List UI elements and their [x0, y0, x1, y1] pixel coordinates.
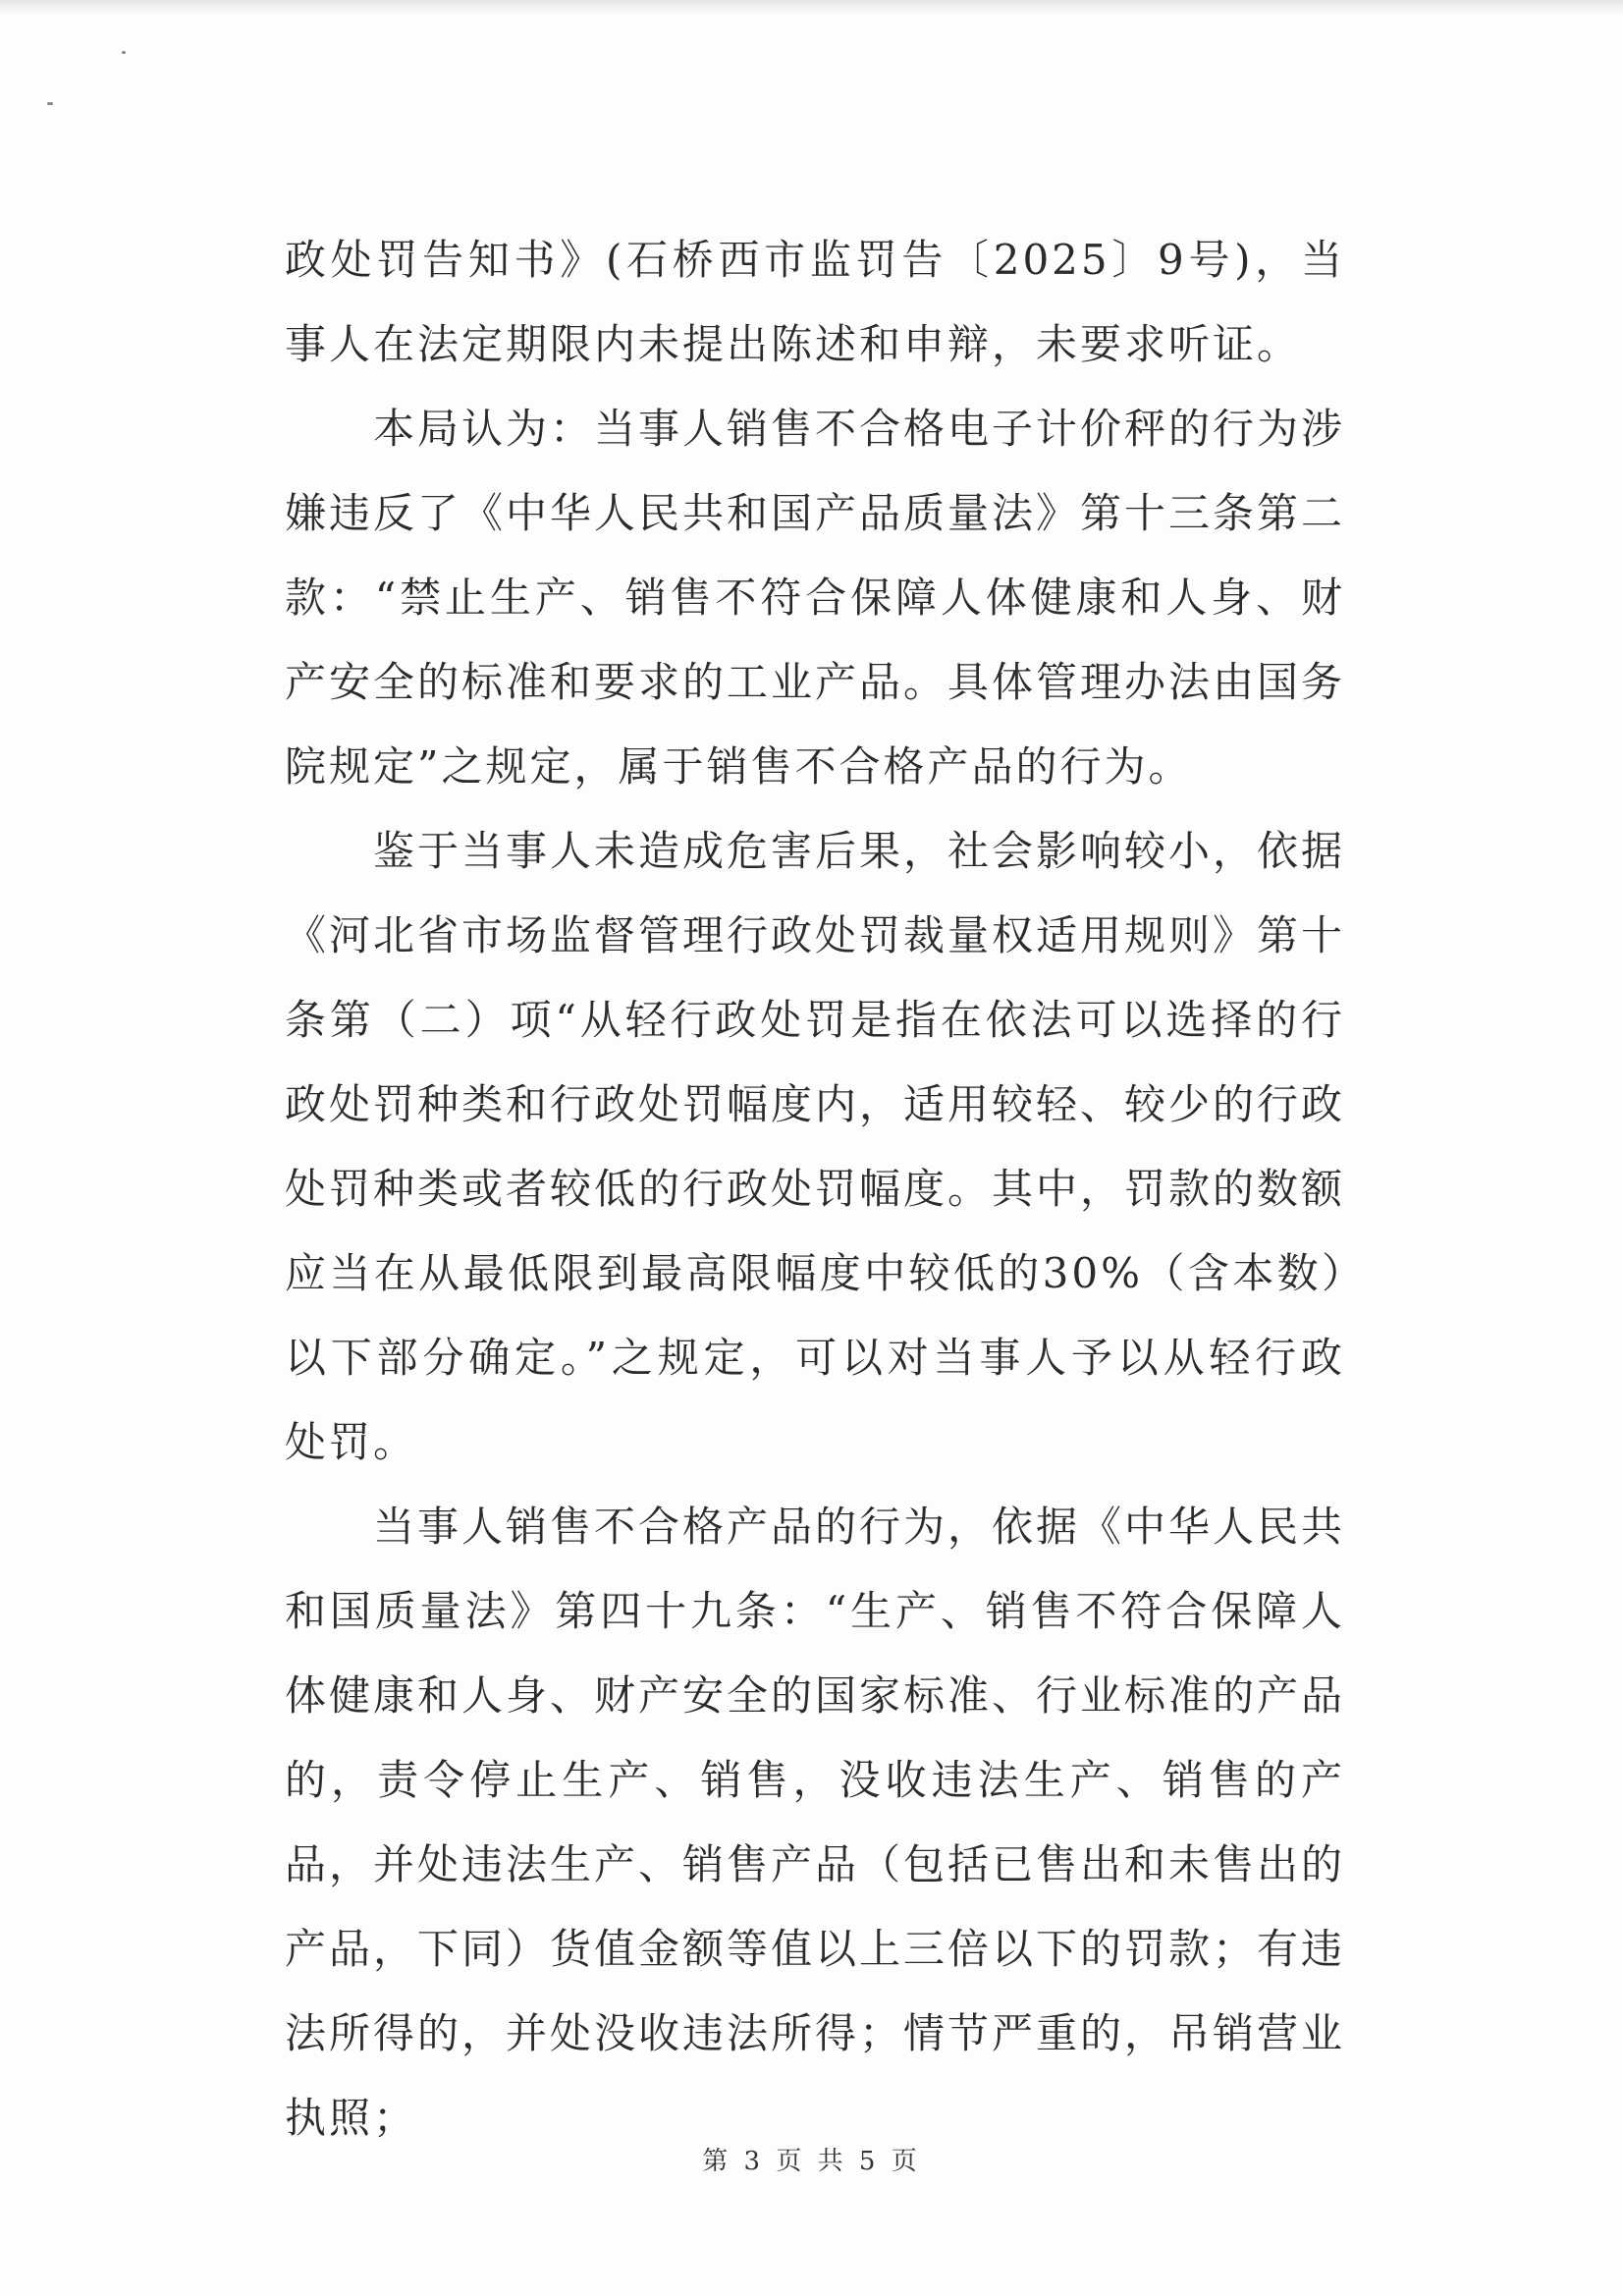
paragraph-mitigation: 鉴于当事人未造成危害后果，社会影响较小，依据《河北省市场监督管理行政处罚裁量权适用规则》第十条第（二）项“从轻行政处罚是指在依法可以选择的行政处罚种类和行政处罚幅度内，适用较轻、较少的行政处罚种类或者较低的行政处罚幅度。其中，罚款的数额应当在从最低限到最高限幅度中较低的30%（含本数）以下部分确定。”之规定，可以对当事人予以从轻行政处罚。: [285, 827, 1346, 1466]
paragraph-notice-continuation: 政处罚告知书》(石桥西市监罚告〔2025〕9号)，当事人在法定期限内未提出陈述和申辩，未要求听证。: [285, 236, 1345, 368]
scan-speck: [122, 51, 126, 54]
document-body: [285, 218, 1345, 2160]
paragraph-bureau-finding: 本局认为：当事人销售不合格电子计价秤的行为涉嫌违反了《中华人民共和国产品质量法》第十三条第二款：“禁止生产、销售不符合保障人体健康和人身、财产安全的标准和要求的工业产品。具体管理办法由国务院规定”之规定，属于销售不合格产品的行为。: [285, 405, 1346, 791]
paragraph-penalty-basis: 当事人销售不合格产品的行为，依据《中华人民共和国质量法》第四十九条：“生产、销售不符合保障人体健康和人身、财产安全的国家标准、行业标准的产品的，责令停止生产、销售，没收违法生产、销售的产品，并处违法生产、销售产品（包括已售出和未售出的产品，下同）货值金额等值以上三倍以下的罚款；有违法所得的，并处没收违法所得；情节严重的，吊销营业执照；: [285, 1503, 1346, 2142]
scan-edge: [0, 0, 1623, 14]
page-number-footer: 第 3 页 共 5 页: [702, 2147, 921, 2176]
scan-speck: [47, 102, 53, 105]
